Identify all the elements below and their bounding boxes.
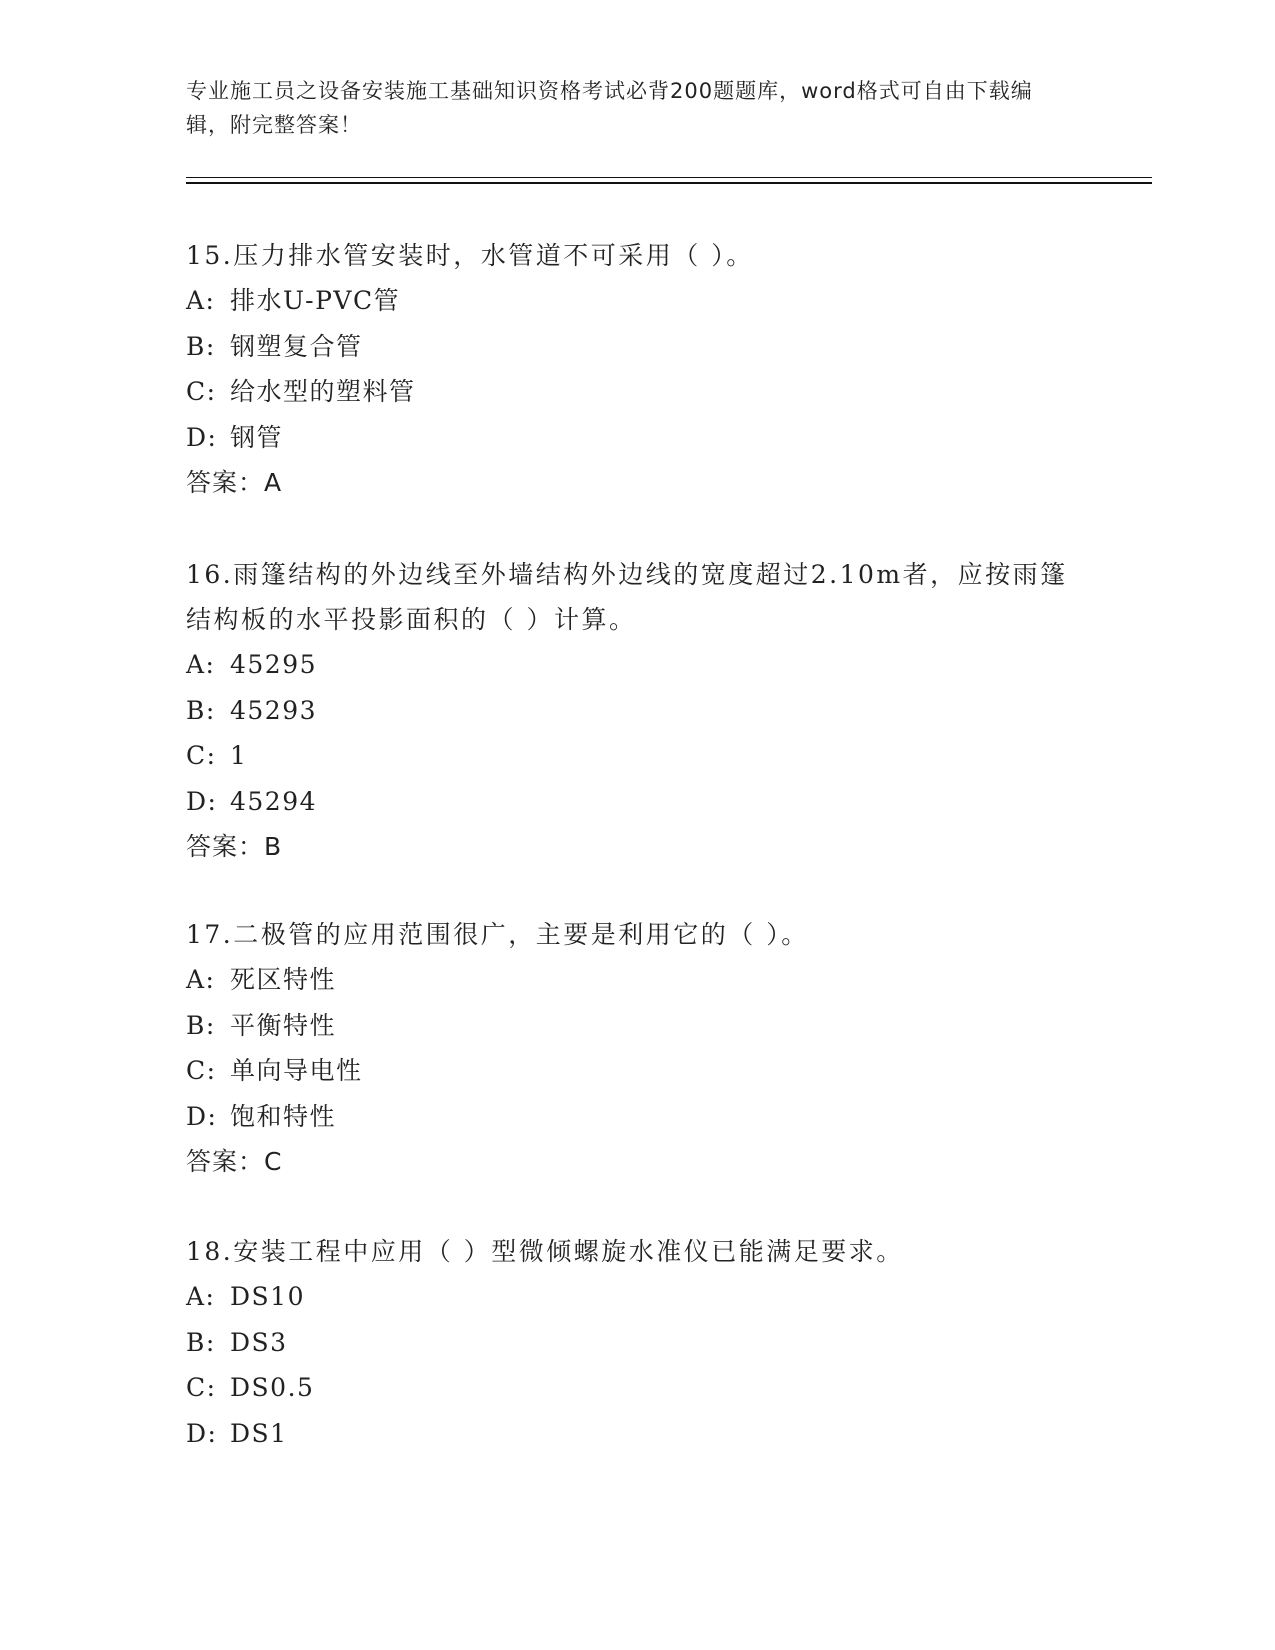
option-key: B: (186, 1010, 216, 1040)
option-text: 1 (230, 741, 248, 770)
option-c (186, 1365, 1086, 1411)
question-stem: 15.压力排水管安装时，水管道不可采用（ ）。 (186, 241, 754, 270)
option-key: D: (186, 786, 218, 816)
option-text: DS1 (230, 1418, 288, 1448)
option-d (186, 415, 1086, 461)
option-c (186, 369, 1086, 415)
option-a (186, 1274, 1086, 1320)
option-key: A: (186, 965, 216, 994)
option-text: 45293 (230, 695, 318, 725)
question-stem: 16.雨篷结构的外边线至外墙结构外边线的宽度超过2.10m者，应按雨篷结构板的水平投影面积的（ ）计算。 (186, 560, 1068, 634)
option-key: A: (186, 650, 216, 679)
option-text: 死区特性 (230, 965, 337, 994)
option-b (186, 1320, 1086, 1366)
option-text: DS0.5 (230, 1373, 315, 1402)
option-key: B: (186, 1327, 216, 1357)
document-header: 专业施工员之设备安装施工基础知识资格考试必背200题题库，word格式可自由下载编辑，附完整答案！ (186, 79, 1033, 137)
option-key: D: (186, 1418, 218, 1448)
question-15 (186, 233, 1086, 505)
option-text: DS3 (230, 1327, 288, 1357)
option-b (186, 324, 1086, 370)
option-key: D: (186, 1101, 218, 1131)
option-text: 45295 (230, 650, 318, 679)
option-key: A: (186, 286, 216, 315)
option-text: 钢塑复合管 (230, 331, 363, 361)
question-18 (186, 1229, 1086, 1456)
option-b (186, 688, 1086, 734)
question-16 (186, 552, 1086, 869)
question-stem: 18.安装工程中应用（ ）型微倾螺旋水准仪已能满足要求。 (186, 1237, 904, 1266)
question-stem: 17.二极管的应用范围很广，主要是利用它的（ ）。 (186, 920, 809, 949)
answer-label: 答案：A (186, 468, 283, 497)
option-key: C: (186, 741, 217, 770)
option-key: D: (186, 422, 218, 452)
question-17 (186, 912, 1086, 1184)
option-key: B: (186, 331, 216, 361)
option-text: 钢管 (230, 422, 284, 452)
option-key: B: (186, 695, 216, 725)
option-c (186, 1048, 1086, 1094)
answer-label: 答案：B (186, 832, 283, 861)
option-text: 单向导电性 (230, 1056, 363, 1085)
option-text: DS10 (230, 1282, 305, 1311)
header-divider-thick (186, 182, 1152, 184)
option-c (186, 733, 1086, 779)
option-text: 排水U-PVC管 (230, 286, 401, 315)
option-key: C: (186, 377, 217, 406)
option-text: 给水型的塑料管 (230, 377, 416, 406)
option-d (186, 779, 1086, 825)
answer-label: 答案：C (186, 1147, 283, 1176)
option-d (186, 1411, 1086, 1457)
option-text: 45294 (230, 786, 318, 816)
option-a (186, 278, 1086, 324)
option-key: C: (186, 1056, 217, 1085)
option-key: C: (186, 1373, 217, 1402)
option-text: 饱和特性 (230, 1101, 337, 1131)
header-divider-thin (186, 177, 1152, 178)
option-key: A: (186, 1282, 216, 1311)
option-text: 平衡特性 (230, 1010, 337, 1040)
option-d (186, 1094, 1086, 1140)
option-b (186, 1003, 1086, 1049)
option-a (186, 642, 1086, 688)
option-a (186, 957, 1086, 1003)
